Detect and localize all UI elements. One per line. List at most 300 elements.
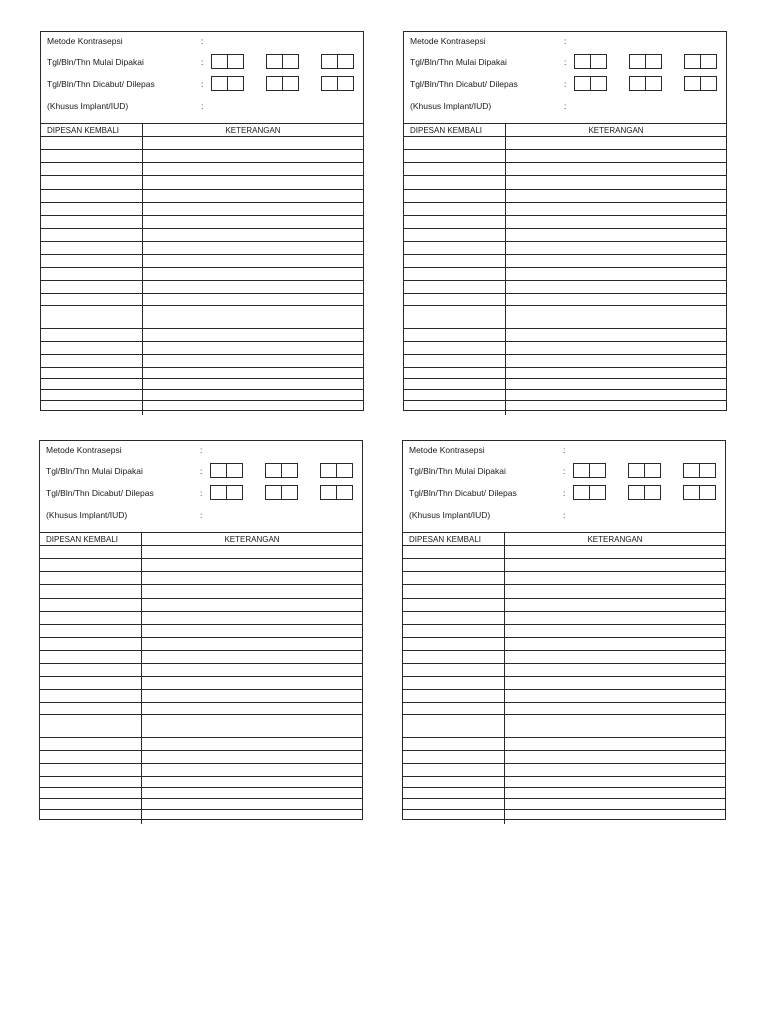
col-keterangan: KETERANGAN (588, 126, 644, 135)
dipesan-kembali-cell[interactable] (403, 799, 505, 809)
dipesan-kembali-cell[interactable] (41, 150, 143, 162)
dipesan-kembali-cell[interactable] (40, 599, 142, 611)
dipesan-kembali-cell[interactable] (40, 810, 142, 824)
keterangan-cell[interactable] (142, 799, 362, 809)
keterangan-cell[interactable] (505, 810, 725, 824)
table-header (403, 533, 725, 546)
table-row[interactable] (40, 546, 362, 559)
day-boxes[interactable] (211, 76, 243, 91)
dipesan-kembali-cell[interactable] (404, 190, 506, 202)
year-boxes[interactable] (321, 54, 353, 69)
keterangan-cell[interactable] (142, 703, 362, 714)
col-keterangan: KETERANGAN (225, 126, 281, 135)
dipesan-kembali-cell[interactable] (40, 788, 142, 798)
table-row[interactable] (403, 599, 725, 612)
dipesan-kembali-cell[interactable] (41, 379, 143, 389)
dipesan-kembali-cell[interactable] (403, 738, 505, 750)
table-row[interactable] (403, 690, 725, 703)
dipesan-kembali-cell[interactable] (404, 379, 506, 389)
dipesan-kembali-cell[interactable] (403, 788, 505, 798)
table-header (41, 124, 363, 137)
table-row[interactable] (404, 355, 726, 368)
keterangan-cell[interactable] (505, 625, 725, 637)
table-row[interactable] (40, 788, 362, 799)
table-row[interactable] (41, 242, 363, 255)
table-row[interactable] (40, 799, 362, 810)
dipesan-kembali-cell[interactable] (403, 546, 505, 558)
keterangan-cell[interactable] (506, 281, 726, 293)
keterangan-cell[interactable] (142, 690, 362, 702)
table-row[interactable] (40, 651, 362, 664)
card-header (403, 441, 725, 533)
keterangan-cell[interactable] (143, 216, 363, 228)
month-boxes[interactable] (266, 54, 298, 69)
dipesan-kembali-cell[interactable] (41, 163, 143, 175)
keterangan-cell[interactable] (506, 176, 726, 189)
dipesan-kembali-cell[interactable] (403, 810, 505, 824)
table-row[interactable] (403, 546, 725, 559)
khusus-label: (Khusus Implant/IUD) (46, 510, 128, 520)
table-row[interactable] (403, 751, 725, 764)
day-boxes[interactable] (574, 76, 606, 91)
mulai-row (409, 463, 729, 479)
dipesan-kembali-cell[interactable] (403, 664, 505, 676)
dipesan-kembali-cell[interactable] (41, 401, 143, 415)
dipesan-kembali-cell[interactable] (41, 268, 143, 280)
table-row[interactable] (403, 585, 725, 599)
table-row[interactable] (41, 306, 363, 329)
dipesan-kembali-cell[interactable] (404, 294, 506, 305)
dipesan-kembali-cell[interactable] (40, 612, 142, 624)
table-row[interactable] (403, 799, 725, 810)
dipesan-kembali-cell[interactable] (404, 355, 506, 367)
keterangan-cell[interactable] (142, 585, 362, 598)
dipesan-kembali-cell[interactable] (40, 690, 142, 702)
keterangan-cell[interactable] (506, 329, 726, 341)
dipesan-kembali-cell[interactable] (40, 638, 142, 650)
dipesan-kembali-cell[interactable] (403, 715, 505, 737)
keterangan-cell[interactable] (143, 255, 363, 267)
colon: : (200, 466, 203, 476)
keterangan-cell[interactable] (143, 137, 363, 149)
table-row[interactable] (404, 229, 726, 242)
keterangan-cell[interactable] (142, 788, 362, 798)
table-row[interactable] (403, 788, 725, 799)
keterangan-cell[interactable] (506, 355, 726, 367)
keterangan-cell[interactable] (505, 651, 725, 663)
table-row[interactable] (40, 690, 362, 703)
keterangan-cell[interactable] (143, 150, 363, 162)
keterangan-cell[interactable] (506, 242, 726, 254)
table-row[interactable] (41, 255, 363, 268)
keterangan-cell[interactable] (143, 342, 363, 354)
table-row[interactable] (40, 751, 362, 764)
keterangan-cell[interactable] (505, 751, 725, 763)
dipesan-kembali-cell[interactable] (40, 546, 142, 558)
colon: : (564, 36, 567, 46)
day-boxes[interactable] (574, 54, 606, 69)
dipesan-kembali-cell[interactable] (403, 751, 505, 763)
table-row[interactable] (404, 255, 726, 268)
table-row[interactable] (40, 585, 362, 599)
dipesan-kembali-cell[interactable] (404, 390, 506, 400)
dipesan-kembali-cell[interactable] (41, 203, 143, 215)
keterangan-cell[interactable] (505, 572, 725, 584)
table-row[interactable] (41, 281, 363, 294)
dipesan-kembali-cell[interactable] (404, 150, 506, 162)
table-row[interactable] (404, 216, 726, 229)
table-row[interactable] (404, 390, 726, 401)
year-boxes[interactable] (320, 485, 352, 500)
table-row[interactable] (403, 559, 725, 572)
month-boxes[interactable] (628, 463, 660, 478)
keterangan-cell[interactable] (506, 294, 726, 305)
table-row[interactable] (404, 203, 726, 216)
keterangan-cell[interactable] (142, 612, 362, 624)
keterangan-cell[interactable] (142, 559, 362, 571)
dipesan-kembali-cell[interactable] (40, 625, 142, 637)
dipesan-kembali-cell[interactable] (41, 390, 143, 400)
dipesan-kembali-cell[interactable] (41, 190, 143, 202)
table-row[interactable] (41, 150, 363, 163)
table-row[interactable] (403, 664, 725, 677)
table-row[interactable] (40, 625, 362, 638)
dipesan-kembali-cell[interactable] (404, 281, 506, 293)
keterangan-cell[interactable] (505, 546, 725, 558)
table-row[interactable] (40, 703, 362, 715)
table-row[interactable] (40, 559, 362, 572)
colon: : (564, 57, 567, 67)
day-boxes[interactable] (573, 485, 605, 500)
dipesan-kembali-cell[interactable] (404, 242, 506, 254)
dipesan-kembali-cell[interactable] (41, 255, 143, 267)
table-row[interactable] (404, 329, 726, 342)
table-row[interactable] (40, 572, 362, 585)
keterangan-cell[interactable] (142, 664, 362, 676)
keterangan-cell[interactable] (506, 163, 726, 175)
table-row[interactable] (404, 401, 726, 415)
table-row[interactable] (404, 306, 726, 329)
colon: : (563, 510, 566, 520)
table-row[interactable] (403, 810, 725, 824)
keterangan-cell[interactable] (505, 690, 725, 702)
table-row[interactable] (41, 401, 363, 415)
dipesan-kembali-cell[interactable] (403, 690, 505, 702)
table-row[interactable] (41, 294, 363, 306)
dipesan-kembali-cell[interactable] (40, 738, 142, 750)
keterangan-cell[interactable] (506, 203, 726, 215)
keterangan-cell[interactable] (505, 638, 725, 650)
table-row[interactable] (404, 368, 726, 379)
keterangan-cell[interactable] (506, 229, 726, 241)
dipesan-kembali-cell[interactable] (404, 342, 506, 354)
table-row[interactable] (404, 281, 726, 294)
keterangan-cell[interactable] (505, 777, 725, 787)
table-row[interactable] (403, 677, 725, 690)
day-boxes[interactable] (211, 54, 243, 69)
dipesan-kembali-cell[interactable] (41, 242, 143, 254)
table-row[interactable] (404, 176, 726, 190)
table-row[interactable] (41, 190, 363, 203)
dicabut-row (410, 76, 730, 92)
dipesan-kembali-cell[interactable] (403, 612, 505, 624)
table-row[interactable] (41, 137, 363, 150)
keterangan-cell[interactable] (143, 229, 363, 241)
keterangan-cell[interactable] (505, 599, 725, 611)
keterangan-cell[interactable] (142, 777, 362, 787)
table-row[interactable] (403, 764, 725, 777)
dipesan-kembali-cell[interactable] (40, 799, 142, 809)
table-row[interactable] (41, 203, 363, 216)
day-boxes[interactable] (210, 485, 242, 500)
dipesan-kembali-cell[interactable] (403, 764, 505, 776)
mulai-label: Tgl/Bln/Thn Mulai Dipakai (46, 466, 143, 476)
table-row[interactable] (41, 379, 363, 390)
dipesan-kembali-cell[interactable] (40, 651, 142, 663)
table-row[interactable] (40, 738, 362, 751)
year-boxes[interactable] (684, 76, 716, 91)
day-boxes[interactable] (573, 463, 605, 478)
keterangan-cell[interactable] (142, 572, 362, 584)
dipesan-kembali-cell[interactable] (40, 715, 142, 737)
dipesan-kembali-cell[interactable] (40, 585, 142, 598)
dipesan-kembali-cell[interactable] (40, 572, 142, 584)
dipesan-kembali-cell[interactable] (403, 559, 505, 571)
year-boxes[interactable] (683, 485, 715, 500)
table-row[interactable] (403, 638, 725, 651)
keterangan-cell[interactable] (142, 599, 362, 611)
dipesan-kembali-cell[interactable] (404, 137, 506, 149)
table-row[interactable] (41, 355, 363, 368)
keterangan-cell[interactable] (505, 799, 725, 809)
dipesan-kembali-cell[interactable] (41, 137, 143, 149)
dipesan-kembali-cell[interactable] (403, 777, 505, 787)
dipesan-kembali-cell[interactable] (40, 777, 142, 787)
table-row[interactable] (40, 599, 362, 612)
table-row[interactable] (40, 715, 362, 738)
keterangan-cell[interactable] (506, 190, 726, 202)
keterangan-cell[interactable] (143, 190, 363, 202)
keterangan-cell[interactable] (506, 342, 726, 354)
table-row[interactable] (403, 572, 725, 585)
dipesan-kembali-cell[interactable] (404, 229, 506, 241)
table-row[interactable] (404, 342, 726, 355)
day-boxes[interactable] (210, 463, 242, 478)
keterangan-cell[interactable] (143, 268, 363, 280)
colon: : (201, 36, 204, 46)
dipesan-kembali-cell[interactable] (41, 176, 143, 189)
keterangan-cell[interactable] (143, 306, 363, 328)
dipesan-kembali-cell[interactable] (404, 329, 506, 341)
dipesan-kembali-cell[interactable] (41, 329, 143, 341)
dipesan-kembali-cell[interactable] (40, 703, 142, 714)
table-row[interactable] (403, 625, 725, 638)
table-row[interactable] (40, 612, 362, 625)
table-row[interactable] (404, 242, 726, 255)
colon: : (200, 510, 203, 520)
table-row[interactable] (403, 651, 725, 664)
dipesan-kembali-cell[interactable] (403, 677, 505, 689)
keterangan-cell[interactable] (506, 401, 726, 415)
month-boxes[interactable] (265, 485, 297, 500)
dipesan-kembali-cell[interactable] (41, 355, 143, 367)
dipesan-kembali-cell[interactable] (40, 559, 142, 571)
colon: : (563, 466, 566, 476)
month-boxes[interactable] (629, 76, 661, 91)
dipesan-kembali-cell[interactable] (41, 229, 143, 241)
card-top-left (40, 31, 364, 411)
dipesan-kembali-cell[interactable] (40, 664, 142, 676)
keterangan-cell[interactable] (143, 355, 363, 367)
keterangan-cell[interactable] (505, 677, 725, 689)
keterangan-cell[interactable] (506, 216, 726, 228)
dipesan-kembali-cell[interactable] (403, 599, 505, 611)
keterangan-cell[interactable] (143, 329, 363, 341)
table-header (40, 533, 362, 546)
dipesan-kembali-cell[interactable] (41, 294, 143, 305)
dipesan-kembali-cell[interactable] (403, 625, 505, 637)
dipesan-kembali-cell[interactable] (404, 203, 506, 215)
table-row[interactable] (41, 368, 363, 379)
table-row[interactable] (404, 163, 726, 176)
dipesan-kembali-cell[interactable] (41, 281, 143, 293)
mulai-label: Tgl/Bln/Thn Mulai Dipakai (410, 57, 507, 67)
keterangan-cell[interactable] (143, 242, 363, 254)
year-boxes[interactable] (683, 463, 715, 478)
table-row[interactable] (40, 764, 362, 777)
dipesan-kembali-cell[interactable] (40, 751, 142, 763)
dipesan-kembali-cell[interactable] (403, 572, 505, 584)
dipesan-kembali-cell[interactable] (404, 401, 506, 415)
keterangan-cell[interactable] (505, 612, 725, 624)
keterangan-cell[interactable] (143, 368, 363, 378)
keterangan-cell[interactable] (142, 810, 362, 824)
month-boxes[interactable] (629, 54, 661, 69)
table-row[interactable] (40, 638, 362, 651)
table-row[interactable] (404, 150, 726, 163)
keterangan-cell[interactable] (142, 677, 362, 689)
table-row[interactable] (41, 342, 363, 355)
year-boxes[interactable] (320, 463, 352, 478)
table-row[interactable] (403, 612, 725, 625)
table-row[interactable] (40, 664, 362, 677)
dipesan-kembali-cell[interactable] (404, 368, 506, 378)
keterangan-cell[interactable] (506, 150, 726, 162)
dipesan-kembali-cell[interactable] (404, 255, 506, 267)
keterangan-cell[interactable] (143, 176, 363, 189)
table-row[interactable] (404, 268, 726, 281)
year-boxes[interactable] (321, 76, 353, 91)
dipesan-kembali-cell[interactable] (41, 368, 143, 378)
colon: : (201, 79, 204, 89)
table-row[interactable] (41, 176, 363, 190)
table-row[interactable] (404, 294, 726, 306)
dipesan-kembali-cell[interactable] (404, 163, 506, 175)
keterangan-cell[interactable] (142, 546, 362, 558)
dipesan-kembali-cell[interactable] (404, 268, 506, 280)
table-row[interactable] (41, 163, 363, 176)
year-boxes[interactable] (684, 54, 716, 69)
keterangan-cell[interactable] (506, 306, 726, 328)
dipesan-kembali-cell[interactable] (40, 677, 142, 689)
dipesan-kembali-cell[interactable] (403, 585, 505, 598)
card-header (404, 32, 726, 124)
dipesan-kembali-cell[interactable] (403, 651, 505, 663)
table-row[interactable] (40, 677, 362, 690)
khusus-label: (Khusus Implant/IUD) (47, 101, 129, 111)
table-row[interactable] (40, 777, 362, 788)
month-boxes[interactable] (628, 485, 660, 500)
dipesan-kembali-cell[interactable] (40, 764, 142, 776)
keterangan-cell[interactable] (143, 379, 363, 389)
month-boxes[interactable] (265, 463, 297, 478)
dipesan-kembali-cell[interactable] (404, 176, 506, 189)
dipesan-kembali-cell[interactable] (404, 216, 506, 228)
keterangan-cell[interactable] (505, 764, 725, 776)
table-row[interactable] (41, 229, 363, 242)
month-boxes[interactable] (266, 76, 298, 91)
table-row[interactable] (404, 190, 726, 203)
keterangan-cell[interactable] (142, 651, 362, 663)
keterangan-cell[interactable] (143, 401, 363, 415)
table-row[interactable] (41, 390, 363, 401)
keterangan-cell[interactable] (142, 638, 362, 650)
khusus-label: (Khusus Implant/IUD) (409, 510, 491, 520)
keterangan-cell[interactable] (142, 738, 362, 750)
table-body (403, 546, 725, 824)
keterangan-cell[interactable] (143, 203, 363, 215)
keterangan-cell[interactable] (506, 255, 726, 267)
keterangan-cell[interactable] (505, 664, 725, 676)
dipesan-kembali-cell[interactable] (41, 306, 143, 328)
table-row[interactable] (404, 379, 726, 390)
table-row[interactable] (41, 268, 363, 281)
table-row[interactable] (403, 738, 725, 751)
keterangan-cell[interactable] (142, 715, 362, 737)
table-row[interactable] (40, 810, 362, 824)
keterangan-cell[interactable] (143, 294, 363, 305)
keterangan-cell[interactable] (143, 163, 363, 175)
dipesan-kembali-cell[interactable] (403, 638, 505, 650)
keterangan-cell[interactable] (143, 390, 363, 400)
keterangan-cell[interactable] (506, 379, 726, 389)
table-row[interactable] (403, 703, 725, 715)
keterangan-cell[interactable] (506, 390, 726, 400)
keterangan-cell[interactable] (505, 559, 725, 571)
keterangan-cell[interactable] (505, 788, 725, 798)
table-row[interactable] (403, 715, 725, 738)
table-row[interactable] (404, 137, 726, 150)
keterangan-cell[interactable] (506, 137, 726, 149)
dipesan-kembali-cell[interactable] (41, 216, 143, 228)
table-row[interactable] (403, 777, 725, 788)
keterangan-cell[interactable] (143, 281, 363, 293)
dipesan-kembali-cell[interactable] (403, 703, 505, 714)
table-row[interactable] (41, 216, 363, 229)
keterangan-cell[interactable] (505, 738, 725, 750)
keterangan-cell[interactable] (505, 703, 725, 714)
keterangan-cell[interactable] (505, 715, 725, 737)
dipesan-kembali-cell[interactable] (404, 306, 506, 328)
keterangan-cell[interactable] (506, 268, 726, 280)
table-row[interactable] (41, 329, 363, 342)
dipesan-kembali-cell[interactable] (41, 342, 143, 354)
keterangan-cell[interactable] (142, 764, 362, 776)
keterangan-cell[interactable] (505, 585, 725, 598)
keterangan-cell[interactable] (142, 625, 362, 637)
keterangan-cell[interactable] (506, 368, 726, 378)
keterangan-cell[interactable] (142, 751, 362, 763)
